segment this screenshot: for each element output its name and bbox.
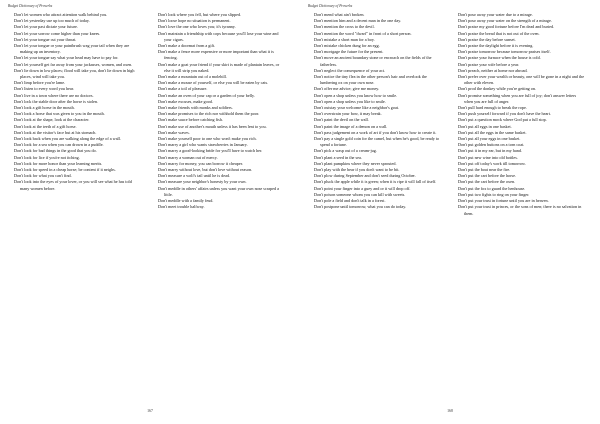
running-header-left: Budget Dictionary of Proverbs — [8, 4, 53, 8]
proverb-entry: Don't notice the tiny flea in the other person's hair and overlook the lumbering ox on your own nose. — [314, 74, 427, 86]
proverb-entry: Don't put a question mock where God put a full stop. — [458, 117, 547, 123]
proverb-entry: Don't pour away your water on the strength of a mirage. — [458, 18, 552, 24]
proverb-entry: Don't marry a good-looking bride for you'll have to watch her. — [158, 148, 263, 154]
proverb-entry: Don't praise my good fortune before I'm dead and buried. — [458, 24, 555, 30]
proverb-entry: Don't pass judgement on a work of art if you don't know how to create it. — [314, 129, 437, 135]
proverb-entry: Don't praise your furnace when the house is cold. — [458, 55, 541, 61]
proverb-entry: Don't meddle in others' affairs unless you want your own nose scraped a little. — [158, 185, 279, 197]
proverb-entry: Don't let your tongue say what your head may have to pay for. — [14, 55, 119, 61]
left-page-column-2 — [158, 12, 286, 211]
proverb-entry: Don't look for a sea when you can drown in a puddle. — [14, 142, 104, 148]
proverb-entry: Don't pay a single gold coin for the camel, but when he's good, be ready to spend a fortune. — [314, 136, 440, 148]
proverb-entry: Don't paint the image of a demon on a wall. — [314, 123, 388, 129]
proverb-entry: Don't make a goat your friend if your skirt is made of plantain leaves, or else it will strip you naked. — [158, 61, 280, 73]
proverb-entry: Don't make excuses, make good. — [158, 98, 213, 104]
right-page-column-2 — [458, 12, 586, 217]
proverb-entry: Don't love the one who loves you; it's tyranny. — [158, 24, 236, 30]
proverb-entry: Don't make a mouse of yourself, or else you will be eaten by cats. — [158, 80, 269, 86]
proverb-entry: Don't pull hard enough to break the rope. — [458, 105, 527, 111]
proverb-entry: Don't let yourself get far away from your jackasses, women, and oxen. — [14, 61, 133, 67]
proverb-entry: Don't mention the word "dwarf" in front of a short person. — [314, 30, 412, 36]
proverb-entry: Don't plant pumpkins where they never sprouted. — [314, 160, 397, 166]
proverb-entry: Don't marry without love, but don't love without reason. — [158, 167, 253, 173]
proverb-entry: Don't look at the visitor's face but at his stomach. — [14, 129, 97, 135]
proverb-entry: Don't pour away your water due to a mirage. — [458, 12, 533, 17]
proverb-entry: Don't put the cart before the horse. — [458, 173, 517, 179]
proverb-entry: Don't maintain a friendship with cops because you'll lose your wine and your cigars. — [158, 30, 279, 42]
proverb-entry: Don't overstrain your bow, it may break. — [314, 111, 382, 117]
proverb-entry: Don't look a gift horse in the mouth. — [14, 105, 75, 111]
proverb-entry: Don't listen to every word you hear. — [14, 86, 74, 92]
proverb-entry: Don't look where you fell, but where you slipped. — [158, 12, 242, 17]
proverb-entry: Don't point your finger into a guey and or it will drop off. — [314, 185, 411, 191]
proverb-entry: Don't offer me advice; give me money. — [314, 86, 380, 92]
proverb-entry: Don't measure your neighbor's honesty by your own. — [158, 179, 247, 185]
proverb-entry: Don't put the cart before the oxen. — [458, 179, 516, 185]
proverb-entry: Don't mend what ain't broken. — [314, 12, 365, 17]
proverb-entry: Don't mistake a short man for a boy. — [314, 36, 375, 42]
proverb-entry: Don't make friends with monks and soldiers. — [158, 105, 233, 111]
proverb-entry: Don't praise your wife before a year. — [458, 61, 520, 67]
proverb-entry: Don't preach, neither at home nor abroad. — [458, 67, 528, 73]
proverb-entry: Don't marry a girl who wants strawberries in January. — [158, 142, 248, 148]
proverb-entry: Don't measure a wolf's tail until he is dead. — [158, 173, 231, 179]
proverb-entry: Don't play with the bear if you don't want to be bit. — [314, 167, 400, 173]
right-page — [300, 0, 600, 424]
proverb-entry: Don't look a horse that was given to you in the mouth. — [14, 111, 105, 117]
proverb-entry: Don't look at the teeth of a gift horse. — [14, 123, 77, 129]
proverb-entry: Don't postpone until tomorrow, what you can do today. — [314, 204, 407, 210]
proverb-entry: Don't meddle with a family feud. — [158, 198, 214, 204]
proverb-entry: Don't meet trouble halfway. — [158, 204, 205, 210]
proverb-entry: Don't make use of another's mouth unless it has been lent to you. — [158, 123, 267, 129]
running-header-right: Budget Dictionary of Proverbs — [308, 4, 353, 8]
proverb-entry: Don't plant a seed in the sea. — [314, 154, 362, 160]
proverb-entry: Don't mistake chicken dung for an egg. — [314, 43, 380, 49]
proverb-entry: Don't limp before you're lame. — [14, 80, 66, 86]
proverb-entry: Don't make a toil of pleasure. — [158, 86, 208, 92]
proverb-entry: Don't make a mountain out of a molehill. — [158, 74, 227, 80]
proverb-entry: Don't prefer over your wealth or beauty, one will be gone in a night and the other with eleven. — [458, 74, 585, 86]
proverb-entry: Don't let your sorrow come higher than your knees. — [14, 30, 101, 36]
proverb-entry: Don't look for lice if you're not itching. — [14, 154, 80, 160]
proverb-entry: Don't open a shop unless you like to smile. — [314, 98, 386, 104]
proverb-entry: Don't loose hope no situation is permanent. — [158, 18, 231, 24]
proverb-entry: Don't mortgage the future for the present. — [314, 49, 384, 55]
right-page-column-1 — [314, 12, 442, 211]
proverb-entry: Don't put the boat near the fire. — [458, 167, 511, 173]
proverb-entry: Don't let your tongue cut your throat. — [14, 36, 77, 42]
proverb-entry: Don't mention the cross to the devil. — [314, 24, 375, 30]
proverb-entry: Don't put all eggs in one basket. — [458, 123, 512, 129]
proverb-entry: Don't prod the donkey while you're getting on. — [458, 86, 537, 92]
proverb-entry: Don't put new wine into old bottles. — [458, 154, 518, 160]
proverb-entry: Don't praise the daylight before it is evening. — [458, 43, 534, 49]
proverb-entry: Don't neglect the consequence of your act. — [314, 67, 386, 73]
page-number-left: 167 — [147, 409, 153, 413]
proverb-entry: Don't paint the devil on the wall. — [314, 117, 369, 123]
proverb-entry: Don't make yourself poor to one who won't make you rich. — [158, 136, 257, 142]
proverb-entry: Don't put off today's work till tomorrow. — [458, 160, 526, 166]
proverb-entry: Don't put all your eggs in one basket. — [458, 136, 521, 142]
proverb-entry: Don't plow during September and don't seed during October. — [314, 173, 416, 179]
proverb-entry: Don't put the fox to guard the henhouse. — [458, 185, 526, 191]
proverb-entry: Don't look for speed in a cheap horse; be content if it neighs. — [14, 167, 116, 173]
proverb-entry: Don't outstay your welcome like a neighbor's goat. — [314, 105, 400, 111]
proverb-entry: Don't mention him and a decent man in the one day. — [314, 18, 402, 24]
proverb-entry: Don't look into the eyes of your lover, or you will see what he has told many women before. — [14, 179, 132, 191]
proverb-entry: Don't open a shop unless you know how to smile. — [314, 92, 398, 98]
page-number-right: 168 — [447, 409, 453, 413]
proverb-entry: Don't promise something when you are full of joy; don't answer letters when you are full of anger. — [458, 92, 577, 104]
proverb-entry: Don't make an oven of your cap or a garden of your belly. — [158, 92, 255, 98]
proverb-entry: Don't put golden buttons on a torn coat. — [458, 142, 525, 148]
proverb-entry: Don't lock the stable door after the horse is stolen. — [14, 98, 99, 104]
proverb-entry: Don't make sauce before catching fish. — [158, 117, 223, 123]
proverb-entry: Don't praise the bread that is not out of the oven. — [458, 30, 540, 36]
proverb-entry: Don't put all the eggs in the same basket. — [458, 129, 527, 135]
left-page-column-1 — [14, 12, 142, 192]
proverb-entry: Don't look at the shape, look at the character. — [14, 117, 90, 123]
proverb-entry: Don't put two fights to ring on your finger. — [458, 191, 530, 197]
proverb-entry: Don't let your past dictate your future. — [14, 24, 78, 30]
proverb-entry: Don't lie down in low places; flood will take you, don't lie down in high places, wind will take you. — [14, 67, 135, 80]
proverb-entry: Don't put it in my ear, but in my hand. — [458, 148, 522, 154]
proverb-entry: Don't marry for money, you can borrow it cheaper. — [158, 160, 243, 166]
proverb-entry: Don't look back when you are walking along the edge of a wall. — [14, 136, 121, 142]
proverb-entry: Don't put your trust in princes, or the sons of men; there is no salvation in them. — [458, 204, 582, 216]
proverb-entry: Don't pick a wasp out of a cream-jug. — [314, 148, 377, 154]
proverb-entry: Don't pole a field and don't talk in a forest. — [314, 198, 386, 204]
proverb-entry: Don't make a doormat from a gift. — [158, 43, 216, 49]
proverb-entry: Don't make waves. — [158, 129, 190, 135]
proverb-entry: Don't look for more honor than your learning merits. — [14, 160, 103, 166]
proverb-entry: Don't live in a town where there are no doctors. — [14, 92, 94, 98]
proverb-entry: Don't poison someone whom you can kill with sweets. — [314, 191, 406, 197]
proverb-entry: Don't let yesterday use up too much of today. — [14, 18, 90, 24]
proverb-entry: Don't look for what you can't find. — [14, 173, 72, 179]
proverb-entry: Don't make a fence more expensive or more important than what it is fencing. — [158, 49, 274, 61]
proverb-entry: Don't move an ancient boundary stone or encroach on the fields of the fatherless. — [314, 55, 432, 67]
proverb-entry: Don't praise the day before sunset. — [458, 36, 516, 42]
proverb-entry: Don't look for bad things in the good that you do. — [14, 148, 97, 154]
proverb-entry: Don't pluck the apple while it is green; when it is ripe it will fall of itself. — [314, 179, 437, 185]
proverb-entry: Don't make promises to the rich nor withhold them the poor. — [158, 111, 260, 117]
proverb-entry: Don't let your tongue or your paintbrush wag your tail when they are making up an inventory. — [14, 43, 130, 55]
proverb-entry: Don't praise tomorrow because tomorrow praises itself. — [458, 49, 551, 55]
proverb-entry: Don't marry a woman out of mercy. — [158, 154, 218, 160]
proverb-entry: Don't push yourself forward if you don't have the heart. — [458, 111, 551, 117]
proverb-entry: Don't put your trust in fortune until you are in heaven. — [458, 198, 549, 204]
proverb-entry: Don't let women who attract attention walk behind you. — [14, 12, 108, 17]
